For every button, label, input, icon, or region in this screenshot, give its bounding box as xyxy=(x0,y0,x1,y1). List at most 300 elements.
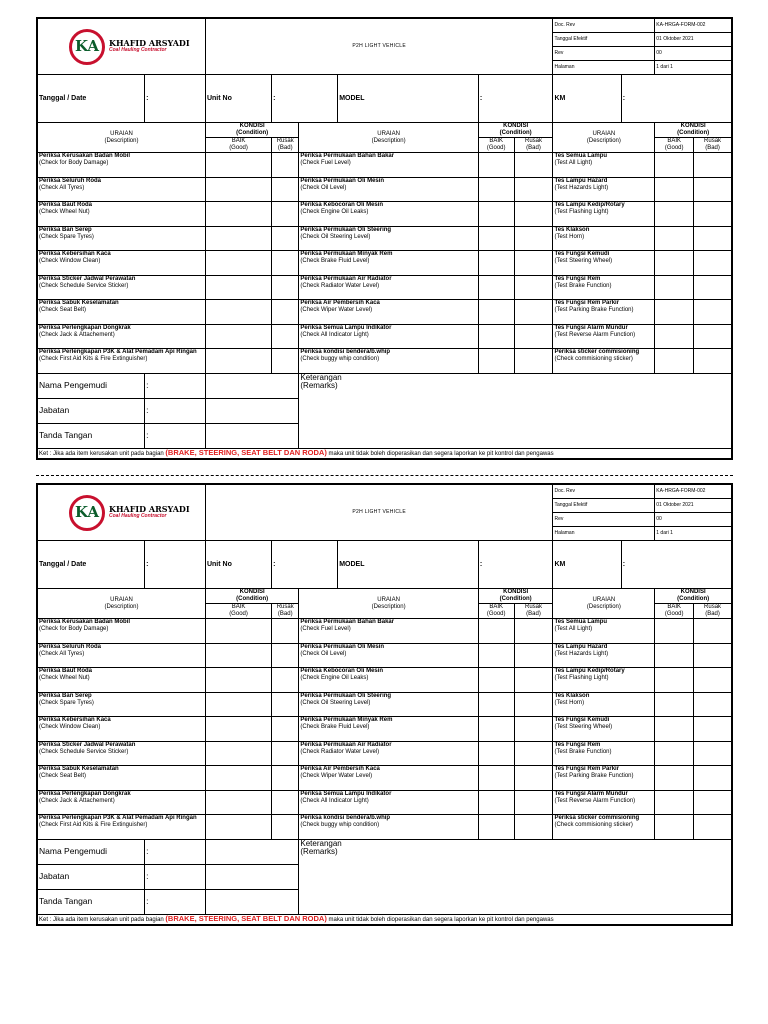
baik-checkbox[interactable] xyxy=(655,300,694,325)
checklist-item xyxy=(38,790,206,815)
baik-checkbox[interactable] xyxy=(478,300,514,325)
checklist-item-en: (Test All Light) xyxy=(554,160,593,166)
checklist-item-id: Tes Lampu Hazard xyxy=(554,643,608,650)
checklist-item-en: (Check Schedule Service Sticker) xyxy=(39,748,129,755)
rusak-checkbox[interactable] xyxy=(514,741,553,766)
rusak-checkbox[interactable] xyxy=(514,717,553,742)
rusak-checkbox[interactable] xyxy=(514,202,553,227)
checklist-item-en: (Check Window Clean) xyxy=(39,258,101,264)
rusak-checkbox[interactable] xyxy=(514,226,553,251)
checklist-item-id: Periksa sticker commisioning xyxy=(554,349,640,355)
checklist-item xyxy=(299,275,478,300)
baik-checkbox[interactable] xyxy=(478,766,514,791)
checklist-item-id: Periksa Sabuk Keselamatan xyxy=(39,300,119,306)
page-value: 1 dari 1 xyxy=(655,527,732,541)
checklist-item-id: Periksa Ban Serep xyxy=(39,692,92,699)
checklist-item xyxy=(553,251,655,276)
position-field[interactable]: : xyxy=(145,864,206,889)
checklist-item-en: (Check All Tyres) xyxy=(39,650,85,657)
driver-name-label: Nama Pengemudi xyxy=(38,373,145,398)
checklist-item-id: Periksa Permukaan Bahan Bakar xyxy=(300,153,395,159)
baik-checkbox[interactable] xyxy=(655,349,694,374)
checklist-item-en: (Test Flashing Light) xyxy=(554,209,609,215)
checklist-item-id: Periksa Seluruh Roda xyxy=(39,643,102,650)
rusak-checkbox[interactable] xyxy=(272,202,299,227)
rusak-checkbox[interactable] xyxy=(272,153,299,178)
uraian-header: URAIAN (Description) xyxy=(553,123,655,153)
baik-checkbox[interactable] xyxy=(478,741,514,766)
checklist-item-id: Periksa Kerusakan Badan Mobil xyxy=(39,153,131,159)
checklist-item xyxy=(38,226,206,251)
checklist-item-en: (Check for Body Damage) xyxy=(39,160,109,166)
effective-date-label: Tanggal Efektif xyxy=(553,499,655,513)
rusak-checkbox[interactable] xyxy=(272,251,299,276)
cut-line xyxy=(36,475,733,476)
checklist-item-id: Periksa Permukaan Minyak Rem xyxy=(300,251,393,257)
checklist-item-id: Periksa Perlengkapan P3K & Alat Pemadam Api Ringan xyxy=(39,815,197,821)
checklist-item-en: (Check Engine Oil Leaks) xyxy=(300,209,369,215)
signature-field-ext[interactable] xyxy=(205,423,298,448)
rusak-checkbox[interactable] xyxy=(272,668,299,693)
checklist-item xyxy=(299,717,478,742)
checklist-item-id: Periksa Permukaan Oli Steering xyxy=(300,692,392,699)
checklist-item xyxy=(553,766,655,791)
baik-checkbox[interactable] xyxy=(478,349,514,374)
company-logo xyxy=(39,495,204,531)
checklist-item-en: (Check Jack & Attachement) xyxy=(39,797,115,804)
uraian-header: URAIAN (Description) xyxy=(299,123,478,153)
baik-checkbox[interactable] xyxy=(655,251,694,276)
checklist-row xyxy=(38,668,732,693)
date-field[interactable]: : xyxy=(145,75,206,123)
driver-name-field[interactable]: : xyxy=(145,373,206,398)
checklist-item-en: (Check First Aid Kits & Fire Extinguisher) xyxy=(39,822,148,828)
checklist-item xyxy=(299,619,478,644)
date-label: Tanggal / Date xyxy=(38,75,145,123)
checklist-item xyxy=(299,226,478,251)
checklist-item-en: (Check Spare Tyres) xyxy=(39,699,94,706)
baik-checkbox[interactable] xyxy=(478,790,514,815)
rev-value: 00 xyxy=(655,47,732,61)
checklist-item-en: (Test Hazards Light) xyxy=(554,650,609,657)
rusak-checkbox[interactable] xyxy=(694,668,732,693)
baik-checkbox[interactable] xyxy=(655,643,694,668)
signature-field-ext[interactable] xyxy=(205,889,298,914)
remarks-box[interactable]: Keterangan (Remarks) xyxy=(299,839,732,914)
checklist-item xyxy=(553,717,655,742)
checklist-item xyxy=(38,300,206,325)
baik-checkbox[interactable] xyxy=(655,619,694,644)
checklist-item-en: (Check Wiper Water Level) xyxy=(300,307,373,313)
checklist-item xyxy=(38,275,206,300)
rusak-checkbox[interactable] xyxy=(514,349,553,374)
checklist-item xyxy=(38,815,206,840)
checklist-item-en: (Check buggy whip condition) xyxy=(300,356,380,362)
company-name: KHAFID ARSYADI xyxy=(109,503,190,514)
baik-checkbox[interactable] xyxy=(478,153,514,178)
p2h-form-bottom xyxy=(36,483,733,926)
rusak-checkbox[interactable] xyxy=(514,692,553,717)
rusak-checkbox[interactable] xyxy=(694,717,732,742)
checklist-item-en: (Check commisioning sticker) xyxy=(554,822,633,828)
model-label: MODEL xyxy=(338,541,479,589)
checklist-item-id: Tes Fungsi Rem Parkir xyxy=(554,300,620,306)
checklist-item-id: Tes Fungsi Alarm Mundur xyxy=(554,324,628,331)
baik-header: BAIK (Good) xyxy=(478,604,514,619)
rusak-checkbox[interactable] xyxy=(272,324,299,349)
baik-header: BAIK (Good) xyxy=(478,138,514,153)
doc-rev-label: Doc. Rev xyxy=(553,485,655,499)
baik-checkbox[interactable] xyxy=(478,226,514,251)
remarks-box[interactable]: Keterangan (Remarks) xyxy=(299,373,732,448)
baik-checkbox[interactable] xyxy=(478,692,514,717)
page-label: Halaman xyxy=(553,527,655,541)
checklist-item-id: Periksa Semua Lampu Indikator xyxy=(300,324,392,331)
date-field[interactable]: : xyxy=(145,541,206,589)
checklist-row xyxy=(38,300,732,325)
rusak-checkbox[interactable] xyxy=(272,349,299,374)
rusak-checkbox[interactable] xyxy=(694,643,732,668)
checklist-item xyxy=(553,619,655,644)
company-logo-icon: KA xyxy=(69,29,105,65)
checklist-item xyxy=(299,324,478,349)
checklist-item xyxy=(553,300,655,325)
signature-label: Tanda Tangan xyxy=(38,423,145,448)
checklist-item xyxy=(299,766,478,791)
checklist-row xyxy=(38,177,732,202)
baik-checkbox[interactable] xyxy=(478,202,514,227)
page-label: Halaman xyxy=(553,61,655,75)
checklist-item xyxy=(38,153,206,178)
checklist-item-en: (Test Parking Brake Function) xyxy=(554,773,634,779)
checklist-item xyxy=(553,790,655,815)
baik-checkbox[interactable] xyxy=(205,741,271,766)
baik-checkbox[interactable] xyxy=(478,619,514,644)
checklist-item-en: (Test Hazards Light) xyxy=(554,184,609,191)
position-field[interactable]: : xyxy=(145,398,206,423)
checklist-item-en: (Check Wheel Nut) xyxy=(39,675,90,681)
checklist-item-en: (Test Horn) xyxy=(554,233,585,240)
signature-label: Tanda Tangan xyxy=(38,889,145,914)
doc-rev-label: Doc. Rev xyxy=(553,19,655,33)
baik-checkbox[interactable] xyxy=(655,717,694,742)
baik-header: BAIK (Good) xyxy=(655,604,694,619)
checklist-row xyxy=(38,226,732,251)
unit-no-label: Unit No xyxy=(205,75,271,123)
checklist-row xyxy=(38,349,732,374)
checklist-item-id: Tes Fungsi Kemudi xyxy=(554,251,610,257)
checklist-item-id: Periksa Kerusakan Badan Mobil xyxy=(39,619,131,625)
effective-date-value: 01 Oktober 2021 xyxy=(655,33,732,47)
checklist-item-id: Periksa Seluruh Roda xyxy=(39,177,102,184)
baik-checkbox[interactable] xyxy=(205,177,271,202)
checklist-row xyxy=(38,643,732,668)
rusak-checkbox[interactable] xyxy=(694,692,732,717)
baik-checkbox[interactable] xyxy=(655,790,694,815)
uraian-header: URAIAN (Description) xyxy=(38,589,206,619)
rusak-checkbox[interactable] xyxy=(272,300,299,325)
rusak-checkbox[interactable] xyxy=(272,643,299,668)
driver-name-field[interactable]: : xyxy=(145,839,206,864)
checklist-item xyxy=(553,643,655,668)
rusak-header: Rusak (Bad) xyxy=(694,138,732,153)
checklist-item-id: Periksa Air Pembersih Kaca xyxy=(300,766,380,772)
baik-checkbox[interactable] xyxy=(655,275,694,300)
checklist-item xyxy=(38,349,206,374)
baik-header: BAIK (Good) xyxy=(205,604,271,619)
page-value: 1 dari 1 xyxy=(655,61,732,75)
checklist-item-id: Tes Fungsi Rem Parkir xyxy=(554,766,620,772)
checklist-item-id: Periksa Perlengkapan Dongkrak xyxy=(39,790,131,797)
baik-checkbox[interactable] xyxy=(478,251,514,276)
baik-checkbox[interactable] xyxy=(655,324,694,349)
unit-no-field[interactable]: : xyxy=(272,75,338,123)
checklist-item xyxy=(38,251,206,276)
checklist-row xyxy=(38,741,732,766)
rusak-checkbox[interactable] xyxy=(514,251,553,276)
rusak-checkbox[interactable] xyxy=(272,692,299,717)
critical-items: (BRAKE, STEERING, SEAT BELT DAN RODA) xyxy=(165,914,327,923)
checklist-item-id: Periksa Sticker Jadwal Perawatan xyxy=(39,275,136,282)
checklist-item-id: Periksa Permukaan Minyak Rem xyxy=(300,717,393,723)
km-field[interactable]: : xyxy=(621,541,731,589)
rusak-checkbox[interactable] xyxy=(694,177,732,202)
checklist-item-en: (Check Engine Oil Leaks) xyxy=(300,675,369,681)
km-label: KM xyxy=(553,541,621,589)
baik-checkbox[interactable] xyxy=(655,226,694,251)
baik-checkbox[interactable] xyxy=(655,668,694,693)
checklist-item-en: (Check Wheel Nut) xyxy=(39,209,90,215)
checklist-row xyxy=(38,790,732,815)
warning-note: Ket : Jika ada item kerusakan unit pada bagian (BRAKE, STEERING, SEAT BELT DAN RODA) maka unit tidak boleh dioperasikan dan segera laporkan ke pit kontrol dan pengawas xyxy=(38,448,732,458)
rusak-checkbox[interactable] xyxy=(694,275,732,300)
checklist-item xyxy=(38,766,206,791)
model-label: MODEL xyxy=(338,75,479,123)
model-field[interactable]: : xyxy=(478,541,553,589)
checklist-item xyxy=(553,275,655,300)
rusak-checkbox[interactable] xyxy=(514,619,553,644)
checklist-item-en: (Test All Light) xyxy=(554,626,593,632)
checklist-row xyxy=(38,619,732,644)
rusak-checkbox[interactable] xyxy=(272,226,299,251)
rusak-checkbox[interactable] xyxy=(514,153,553,178)
rusak-checkbox[interactable] xyxy=(694,226,732,251)
checklist-item-en: (Check Oil Steering Level) xyxy=(300,699,371,706)
rusak-checkbox[interactable] xyxy=(514,815,553,840)
baik-checkbox[interactable] xyxy=(655,177,694,202)
checklist-item-en: (Check Schedule Service Sticker) xyxy=(39,282,129,289)
rusak-checkbox[interactable] xyxy=(514,643,553,668)
rusak-checkbox[interactable] xyxy=(514,766,553,791)
baik-checkbox[interactable] xyxy=(478,815,514,840)
checklist-item xyxy=(38,643,206,668)
checklist-row xyxy=(38,251,732,276)
checklist-item xyxy=(299,177,478,202)
rusak-checkbox[interactable] xyxy=(272,717,299,742)
rusak-checkbox[interactable] xyxy=(272,275,299,300)
checklist-item xyxy=(553,349,655,374)
rusak-checkbox[interactable] xyxy=(272,177,299,202)
checklist-item-en: (Test Horn) xyxy=(554,699,585,706)
rusak-checkbox[interactable] xyxy=(514,668,553,693)
baik-checkbox[interactable] xyxy=(655,153,694,178)
baik-checkbox[interactable] xyxy=(478,643,514,668)
baik-checkbox[interactable] xyxy=(205,324,271,349)
checklist-row xyxy=(38,766,732,791)
uraian-header: URAIAN (Description) xyxy=(299,589,478,619)
checklist-item-en: (Check First Aid Kits & Fire Extinguisher) xyxy=(39,356,148,362)
checklist-item-en: (Check Wiper Water Level) xyxy=(300,773,373,779)
baik-checkbox[interactable] xyxy=(478,717,514,742)
checklist-item-id: Periksa Kebocoran Oli Mesin xyxy=(300,668,384,674)
baik-checkbox[interactable] xyxy=(478,177,514,202)
checklist-row xyxy=(38,324,732,349)
signature-field[interactable]: : xyxy=(145,889,206,914)
rusak-checkbox[interactable] xyxy=(694,153,732,178)
baik-checkbox[interactable] xyxy=(205,275,271,300)
baik-checkbox[interactable] xyxy=(655,815,694,840)
baik-checkbox[interactable] xyxy=(205,692,271,717)
checklist-item-en: (Check Brake Fluid Level) xyxy=(300,258,370,264)
baik-checkbox[interactable] xyxy=(205,153,271,178)
checklist-item-en: (Check Jack & Attachement) xyxy=(39,331,115,338)
checklist-item-id: Tes Fungsi Alarm Mundur xyxy=(554,790,628,797)
rusak-checkbox[interactable] xyxy=(694,619,732,644)
rusak-checkbox[interactable] xyxy=(694,251,732,276)
rusak-checkbox[interactable] xyxy=(514,324,553,349)
baik-checkbox[interactable] xyxy=(205,790,271,815)
checklist-row xyxy=(38,815,732,840)
checklist-item-en: (Check Oil Level) xyxy=(300,650,347,657)
checklist-item xyxy=(38,619,206,644)
checklist-item-id: Periksa Sabuk Keselamatan xyxy=(39,766,119,772)
baik-checkbox[interactable] xyxy=(205,815,271,840)
checklist-item-id: Tes Lampu Kedip/Rotary xyxy=(554,668,625,674)
rusak-checkbox[interactable] xyxy=(272,619,299,644)
checklist-item-en: (Check for Body Damage) xyxy=(39,626,109,632)
baik-checkbox[interactable] xyxy=(655,202,694,227)
position-field-ext[interactable] xyxy=(205,398,298,423)
checklist-item-en: (Check All Indicator Light) xyxy=(300,797,369,804)
checklist-item xyxy=(38,668,206,693)
rusak-checkbox[interactable] xyxy=(272,815,299,840)
checklist-item-en: (Check Brake Fluid Level) xyxy=(300,724,370,730)
checklist-item-en: (Check Spare Tyres) xyxy=(39,233,94,240)
baik-checkbox[interactable] xyxy=(478,668,514,693)
checklist-item-id: Periksa kondisi bendera/b.whip xyxy=(300,349,391,355)
baik-checkbox[interactable] xyxy=(205,717,271,742)
rusak-checkbox[interactable] xyxy=(694,300,732,325)
checklist-item-id: Periksa Perlengkapan P3K & Alat Pemadam Api Ringan xyxy=(39,349,197,355)
position-field-ext[interactable] xyxy=(205,864,298,889)
driver-name-label: Nama Pengemudi xyxy=(38,839,145,864)
checklist-item xyxy=(38,717,206,742)
warning-note: Ket : Jika ada item kerusakan unit pada bagian (BRAKE, STEERING, SEAT BELT DAN RODA) maka unit tidak boleh dioperasikan dan segera laporkan ke pit kontrol dan pengawas xyxy=(38,914,732,924)
checklist-item-en: (Test Parking Brake Function) xyxy=(554,307,634,313)
rusak-checkbox[interactable] xyxy=(514,275,553,300)
baik-checkbox[interactable] xyxy=(205,766,271,791)
kondisi-header: KONDISI (Condition) xyxy=(655,589,732,604)
rusak-checkbox[interactable] xyxy=(694,202,732,227)
signature-field[interactable]: : xyxy=(145,423,206,448)
baik-checkbox[interactable] xyxy=(205,668,271,693)
baik-checkbox[interactable] xyxy=(655,766,694,791)
baik-checkbox[interactable] xyxy=(478,324,514,349)
km-field[interactable]: : xyxy=(621,75,731,123)
checklist-item-id: Periksa Ban Serep xyxy=(39,226,92,233)
baik-checkbox[interactable] xyxy=(655,692,694,717)
baik-checkbox[interactable] xyxy=(205,619,271,644)
rusak-checkbox[interactable] xyxy=(272,766,299,791)
checklist-item-id: Periksa Permukaan Bahan Bakar xyxy=(300,619,395,625)
checklist-item xyxy=(299,643,478,668)
checklist-item-en: (Check commisioning sticker) xyxy=(554,356,633,362)
rusak-checkbox[interactable] xyxy=(694,790,732,815)
checklist-item-id: Tes Fungsi Rem xyxy=(554,275,601,282)
checklist-row xyxy=(38,717,732,742)
checklist-item-en: (Check Fuel Level) xyxy=(300,160,351,166)
doc-rev-value: KA-HRGA-FORM-002 xyxy=(655,485,732,499)
rev-value: 00 xyxy=(655,513,732,527)
checklist-item-id: Periksa Permukaan Oli Steering xyxy=(300,226,392,233)
baik-checkbox[interactable] xyxy=(205,300,271,325)
rusak-checkbox[interactable] xyxy=(694,815,732,840)
driver-name-field-ext[interactable] xyxy=(205,373,298,398)
logo-cell xyxy=(38,485,206,541)
rusak-header: Rusak (Bad) xyxy=(514,604,553,619)
baik-checkbox[interactable] xyxy=(205,643,271,668)
checklist-item xyxy=(299,790,478,815)
checklist-item xyxy=(299,251,478,276)
model-field[interactable]: : xyxy=(478,75,553,123)
checklist-item-id: Periksa Sticker Jadwal Perawatan xyxy=(39,741,136,748)
driver-name-field-ext[interactable] xyxy=(205,839,298,864)
checklist-item-id: Periksa Baut Roda xyxy=(39,668,93,674)
rusak-header: Rusak (Bad) xyxy=(272,138,299,153)
rusak-checkbox[interactable] xyxy=(694,349,732,374)
rusak-checkbox[interactable] xyxy=(272,741,299,766)
checklist-item-id: Tes Lampu Hazard xyxy=(554,177,608,184)
checklist-item xyxy=(553,668,655,693)
rusak-checkbox[interactable] xyxy=(694,741,732,766)
rusak-checkbox[interactable] xyxy=(514,790,553,815)
checklist-item xyxy=(553,202,655,227)
baik-checkbox[interactable] xyxy=(478,275,514,300)
checklist-item-en: (Test Reverse Alarm Function) xyxy=(554,331,636,338)
checklist-item xyxy=(299,668,478,693)
kondisi-header: KONDISI (Condition) xyxy=(205,123,298,138)
baik-checkbox[interactable] xyxy=(205,251,271,276)
rusak-header: Rusak (Bad) xyxy=(694,604,732,619)
baik-checkbox[interactable] xyxy=(655,741,694,766)
rusak-checkbox[interactable] xyxy=(514,300,553,325)
checklist-item xyxy=(38,202,206,227)
checklist-row xyxy=(38,275,732,300)
rusak-header: Rusak (Bad) xyxy=(514,138,553,153)
rev-label: Rev xyxy=(553,47,655,61)
rusak-checkbox[interactable] xyxy=(694,766,732,791)
baik-checkbox[interactable] xyxy=(205,349,271,374)
rusak-checkbox[interactable] xyxy=(272,790,299,815)
checklist-item-id: Periksa Permukaan Oli Mesin xyxy=(300,177,385,184)
baik-checkbox[interactable] xyxy=(205,226,271,251)
checklist-item-id: Tes Semua Lampu xyxy=(554,153,608,159)
unit-no-field[interactable]: : xyxy=(272,541,338,589)
rusak-checkbox[interactable] xyxy=(694,324,732,349)
company-tagline: Coal Hauling Contractor xyxy=(109,46,167,53)
rusak-checkbox[interactable] xyxy=(514,177,553,202)
baik-checkbox[interactable] xyxy=(205,202,271,227)
